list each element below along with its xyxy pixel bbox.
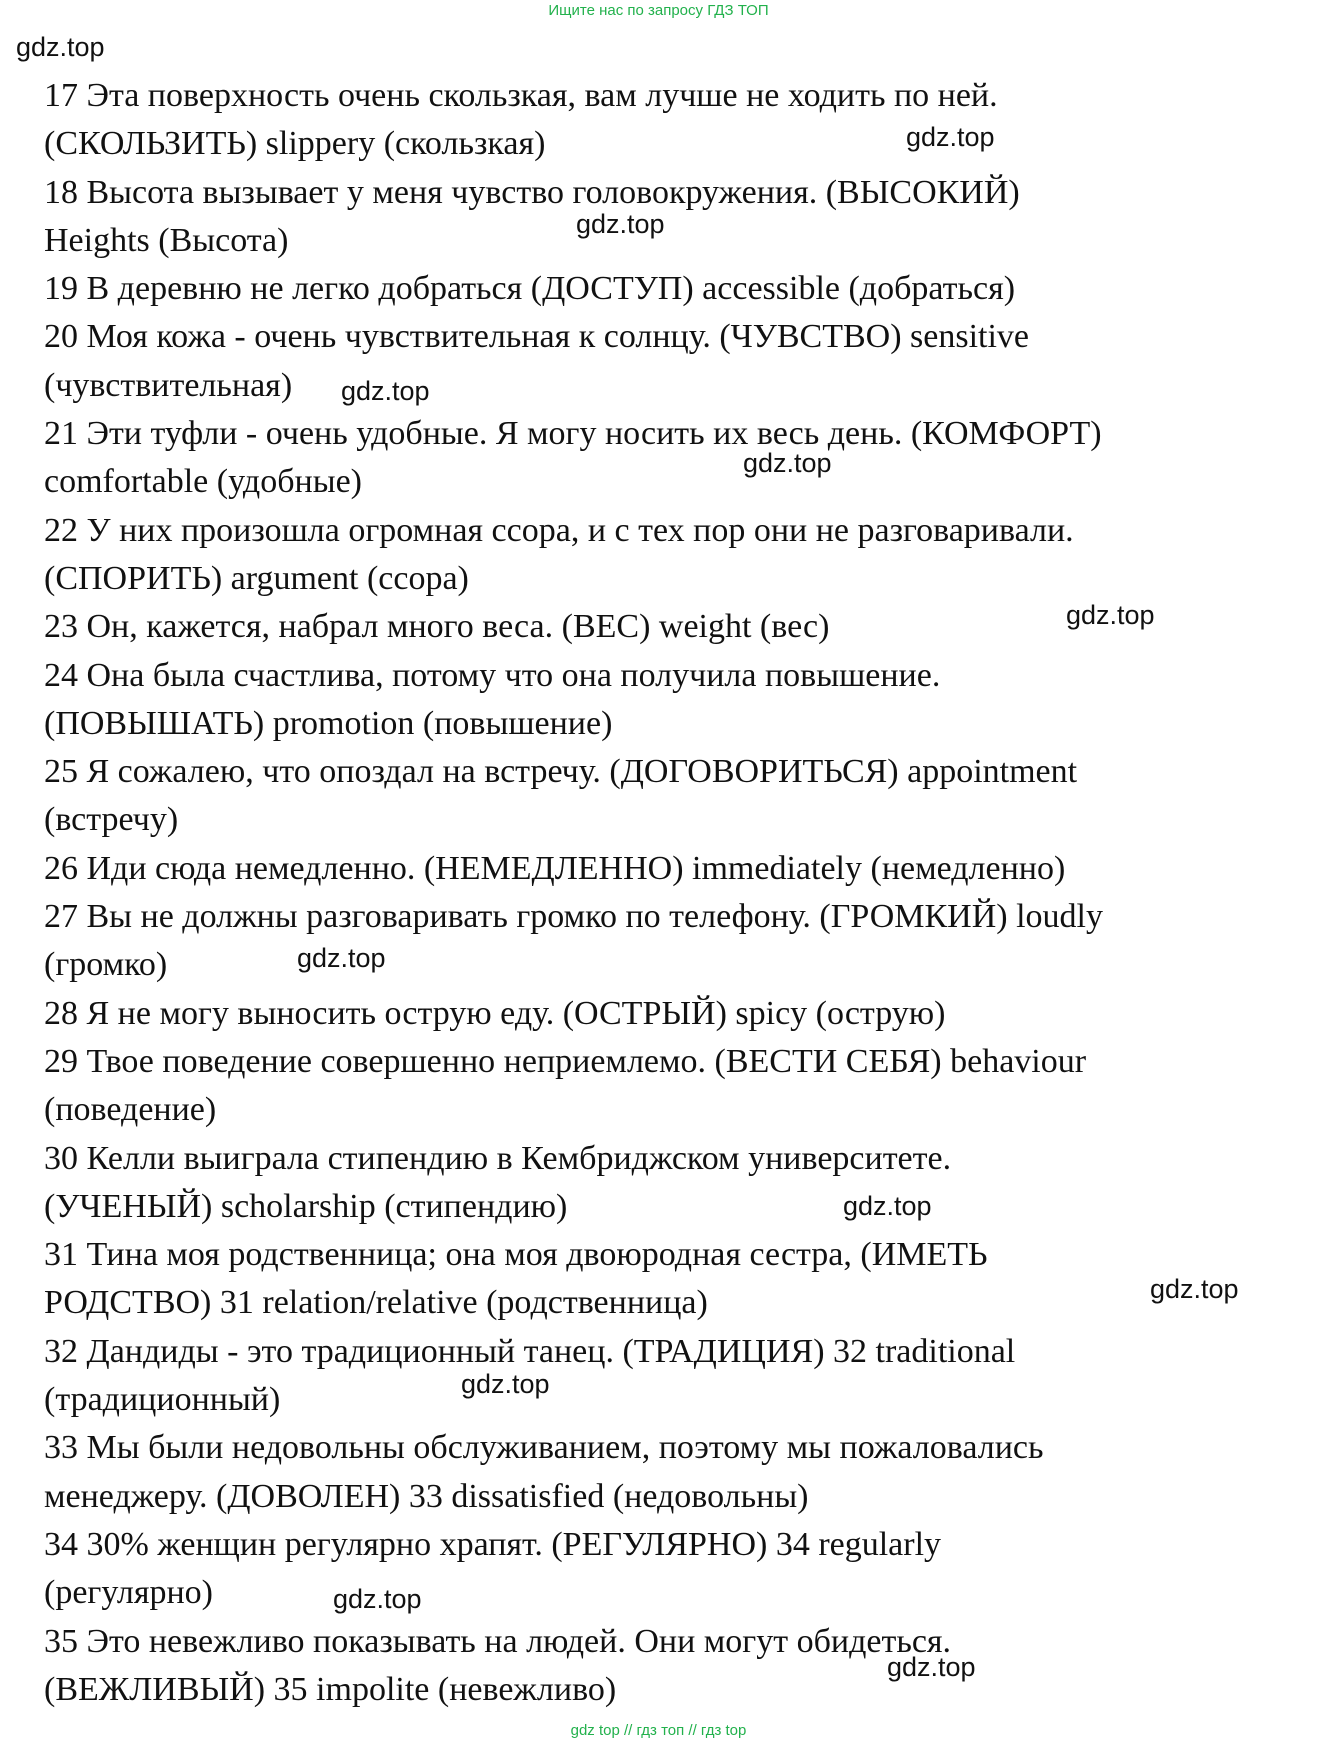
text-line: 18 Высота вызывает у меня чувство головокружения. (ВЫСОКИЙ) <box>44 173 1020 211</box>
watermark: gdz.top <box>906 122 995 152</box>
text-line: 25 Я сожалею, что опоздал на встречу. (ДОГОВОРИТЬСЯ) appointment <box>44 753 1078 791</box>
text-line: 35 Это невежливо показывать на людей. Они могут обидеться. <box>44 1622 952 1660</box>
watermark: gdz.top <box>333 1584 422 1614</box>
text-line: 23 Он, кажется, набрал много веса. (ВЕС) weight (вес) <box>44 608 830 646</box>
watermark: gdz.top <box>1150 1274 1239 1304</box>
text-line: (УЧЕНЫЙ) scholarship (стипендию) <box>44 1187 568 1225</box>
watermark: gdz.top <box>341 376 430 406</box>
watermark: gdz.top <box>461 1369 550 1399</box>
text-line: (поведение) <box>44 1091 217 1129</box>
text-line: менеджеру. (ДОВОЛЕН) 33 dissatisfied (недовольны) <box>44 1477 809 1515</box>
text-line: 22 У них произошла огромная ссора, и с тех пор они не разговаривали. <box>44 511 1074 549</box>
watermark: gdz.top <box>843 1191 932 1221</box>
answer-text <box>44 72 1284 1714</box>
text-line: (чувствительная) <box>44 366 293 404</box>
text-line: 31 Тина моя родственница; она моя двоюродная сестра, (ИМЕТЬ <box>44 1236 988 1274</box>
text-line: 26 Иди сюда немедленно. (НЕМЕДЛЕННО) immediately (немедленно) <box>44 849 1066 887</box>
text-line: 24 Она была счастлива, потому что она получила повышение. <box>44 656 941 694</box>
text-line: 33 Мы были недовольны обслуживанием, поэтому мы пожаловались <box>44 1429 1044 1467</box>
text-line: comfortable (удобные) <box>44 463 362 501</box>
watermark: gdz.top <box>1066 600 1155 630</box>
text-line: 27 Вы не должны разговаривать громко по телефону. (ГРОМКИЙ) loudly <box>44 898 1103 936</box>
footer-links: gdz top // гдз топ // гдз top <box>570 1722 747 1739</box>
text-line: (СКОЛЬЗИТЬ) slippery (скользкая) <box>44 125 546 163</box>
text-line: (встречу) <box>44 801 179 839</box>
text-line: 30 Келли выиграла стипендию в Кембриджском университете. <box>44 1139 952 1177</box>
watermark: gdz.top <box>743 448 832 478</box>
text-line: 28 Я не могу выносить острую еду. (ОСТРЫЙ) spicy (острую) <box>44 994 946 1032</box>
text-line: 20 Моя кожа - очень чувствительная к солнцу. (ЧУВСТВО) sensitive <box>44 318 1030 356</box>
text-line: (регулярно) <box>44 1574 213 1612</box>
watermark: gdz.top <box>16 32 105 62</box>
text-line: (ВЕЖЛИВЫЙ) 35 impolite (невежливо) <box>44 1670 617 1708</box>
text-line: РОДСТВО) 31 relation/relative (родственница) <box>44 1284 708 1322</box>
text-line: (громко) <box>44 946 168 984</box>
text-line: (ПОВЫШАТЬ) promotion (повышение) <box>44 704 613 742</box>
text-line: Heights (Высота) <box>44 221 289 259</box>
text-line: 32 Дандиды - это традиционный танец. (ТРАДИЦИЯ) 32 traditional <box>44 1332 1016 1370</box>
watermark: gdz.top <box>887 1652 976 1682</box>
text-line: 34 30% женщин регулярно храпят. (РЕГУЛЯРНО) 34 regularly <box>44 1525 942 1563</box>
text-line: 29 Твое поведение совершенно неприемлемо. (ВЕСТИ СЕБЯ) behaviour <box>44 1042 1087 1080</box>
text-line: 21 Эти туфли - очень удобные. Я могу носить их весь день. (КОМФОРТ) <box>44 415 1102 453</box>
text-line: 17 Эта поверхность очень скользкая, вам лучше не ходить по ней. <box>44 77 998 114</box>
text-line: (СПОРИТЬ) argument (ссора) <box>44 559 469 597</box>
text-line: (традиционный) <box>44 1381 281 1419</box>
watermark: gdz.top <box>297 943 386 973</box>
watermark: gdz.top <box>576 209 665 239</box>
top-banner: Ищите нас по запросу ГДЗ ТОП <box>548 2 769 19</box>
text-line: 19 В деревню не легко добраться (ДОСТУП) accessible (добраться) <box>44 270 1016 308</box>
